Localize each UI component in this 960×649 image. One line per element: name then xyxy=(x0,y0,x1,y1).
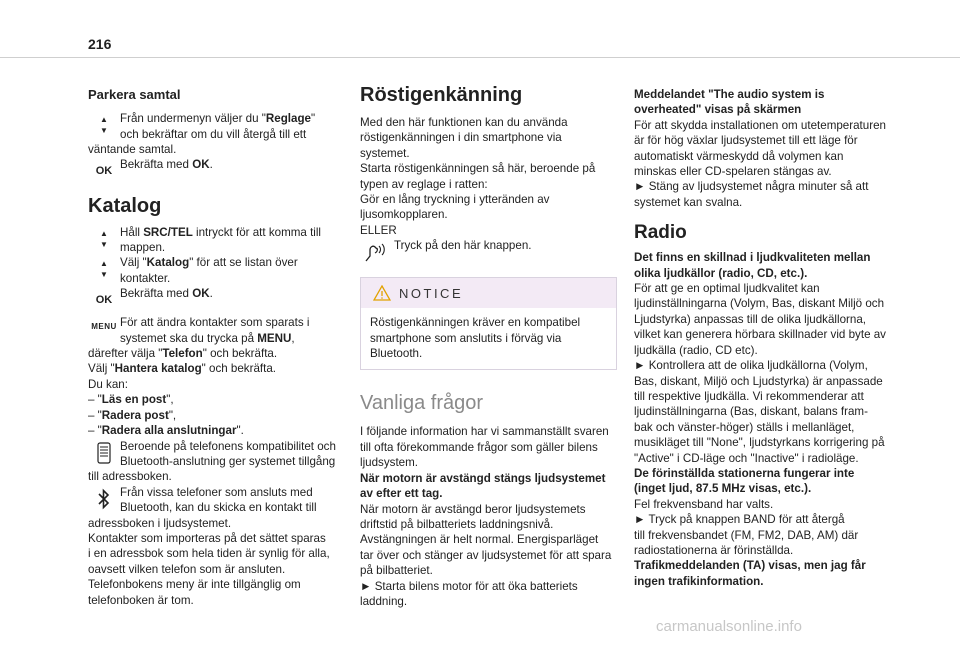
phone-book-icon xyxy=(88,439,120,464)
voice-button-step: Tryck på den här knappen. xyxy=(360,238,616,263)
ok-icon: OK xyxy=(95,164,113,177)
bluetooth-note: Från vissa telefoner som ansluts med Bluetooth, kan du skicka en kontakt till xyxy=(88,485,356,516)
question-traffic-info: Trafikmeddelanden (TA) visas, men jag får xyxy=(634,559,866,573)
warning-icon xyxy=(373,285,391,301)
bluetooth-icon xyxy=(88,485,120,510)
katalog-step-2: ▲ ▼ Välj "Katalog" för att se listan över kontakter. xyxy=(88,255,356,286)
notice-box xyxy=(360,277,617,370)
notice-header xyxy=(361,278,616,308)
heading-katalog: Katalog xyxy=(88,194,162,217)
up-down-arrows-icon: ▲ ▼ xyxy=(100,228,108,249)
question-audio-overheated: Meddelandet "The audio system is xyxy=(634,88,825,101)
up-down-arrows-icon: ▲ ▼ xyxy=(100,115,108,136)
compat-note: Beroende på telefonens kompatibilitet och Bluetooth-anslutning ger systemet tillgång xyxy=(88,439,356,470)
watermark: carmanualsonline.info xyxy=(656,618,802,635)
menu-step: MENU För att ändra kontakter som sparats i systemet ska du trycka på MENU, xyxy=(88,315,356,346)
heading-vanliga-fragor: Vanliga frågor xyxy=(360,392,484,415)
column-left: Parkera samtal ▲ ▼ Från undermenyn väljer du "Reglage" och bekräftar om du vill återgå till ett väntande samtal. OK Bekräfta med OK. Katalog ▲ ▼ Håll SRC/TEL intryckt för att komma till mappen. ▲ ▼ Välj "Katalog" för att se listan över kontakter. OK Bekräfta med OK. MENU För att ändra kontakter som sparats i systemet ska du trycka på MENU, därefter välja "Telefon" och bekräfta. Välj "Hantera katalog" och bekräfta. Du kan: – "Läs en post", – "Radera post", – "Radera alla anslutningar". Beroende på telefonens kompatibilitet och Bluetooth-anslutning ger systemet tillgång till adressboken. Från vissa telefoner som ansluts med Bluetooth, kan du skicka en kontakt till adressboken i ljudsystemet. Kontakter som importeras på det sättet sparas i en adressbok som hela tiden är synlig för alla, oavsett vilken telefon som är ansluten. Telefonbokens meny är inte tillgänglig om telefonboken är tom. xyxy=(88,83,356,608)
heading-rostigenkanning: Röstigenkänning xyxy=(360,84,523,106)
question-motor: När motorn är avstängd stängs ljudsystemet xyxy=(360,471,606,485)
ok-icon: OK xyxy=(95,294,113,307)
parkera-confirm: OK Bekräfta med OK. xyxy=(88,157,356,177)
question-preset-stations: De förinställda stationerna fungerar inte xyxy=(634,466,855,480)
header-rule xyxy=(0,57,960,58)
parkera-step: ▲ ▼ Från undermenyn väljer du "Reglage" och bekräftar om du vill återgå till ett xyxy=(88,111,356,142)
menu-button-icon: MENU xyxy=(91,322,117,332)
heading-parkera-samtal: Parkera samtal xyxy=(88,87,181,102)
katalog-step-1: ▲ ▼ Håll SRC/TEL intryckt för att komma till mappen. xyxy=(88,225,356,256)
page-number: 216 xyxy=(88,36,112,52)
notice-title: NOTICE xyxy=(399,285,464,301)
katalog-confirm: OK Bekräfta med OK. xyxy=(88,286,356,306)
voice-command-icon xyxy=(360,238,394,263)
up-down-arrows-icon: ▲ ▼ xyxy=(100,259,108,280)
heading-radio: Radio xyxy=(634,222,687,244)
question-sound-quality: Det finns en skillnad i ljudkvaliteten mellan xyxy=(634,251,871,265)
column-right: Meddelandet "The audio system is overheated" visas på skärmen För att skydda installationen om utetemperaturen är för hög växlar ljudsystemet till ett läge för automatiskt värmeskydd då volymen kan minskas eller CD-spelaren stängas av. ► Stäng av ljudsystemet några minuter så att systemet kan svalna. Radio Det finns en skillnad i ljudkvaliteten mellan olika ljudkällor (radio, CD, etc.). För att ge en optimal ljudkvalitet kan ljudinställningarna (Volym, Bas, diskant Miljö och Ljudstyrka) anpassas till de olika ljudkällorna, vilket kan generera hörbara skillnader vid byte av ljudkälla (radio, CD etc). ► Kontrollera att de olika ljudkällorna (Volym, Bas, diskant, Miljö och Ljudstyrka) är anpassade till respektive ljudkälla. Vi rekommenderar att ljudinställningarna (Bas, diskant, balans fram- bak och vänster-höger) ställs i mellanläget, musikläget till "None", ljudstyrkans korrigering på "Active" i CD-läge och "Inactive" i radioläge. De förinställda stationerna fungerar inte (inget ljud, 87.5 MHz visas, etc.). Fel frekvensband har valts. ► Tryck på knappen BAND för att återgå till frekvensbandet (FM, FM2, DAB, AM) där radiostationerna är förinställda. Trafikmeddelanden (TA) visas, men jag får ingen trafikinformation. xyxy=(634,83,896,589)
column-middle: Röstigenkänning Med den här funktionen kan du använda röstigenkänningen i din smartphone via systemet. Starta röstigenkänningen så här, beroende på typen av reglage i ratten: Gör en lång tryckning i ytteränden av ljusomkopplaren. ELLER Tryck på den här knappen. NOTICE Röstigenkänningen kräver en kompatibel smartphone som anslutits i förväg via Bluetooth. Vanliga frågor I följande information har vi sammanställt svaren till ofta förekommande frågor som gäller bilens ljudsystem. När motorn är avstängd stängs ljudsystemet av efter ett tag. När motorn är avstängd beror ljudsystemets driftstid på bilbatteriets laddningsnivå. Avstängningen är helt normal. Energisparläget tar över och stänger av ljudsystemet för att spara på bilbatteriet. ► Starta bilens motor för att öka batteriets laddning. xyxy=(360,83,616,609)
notice-body: Röstigenkänningen kräver en kompatibel smartphone som anslutits i förväg via Bluetooth. xyxy=(370,316,581,361)
